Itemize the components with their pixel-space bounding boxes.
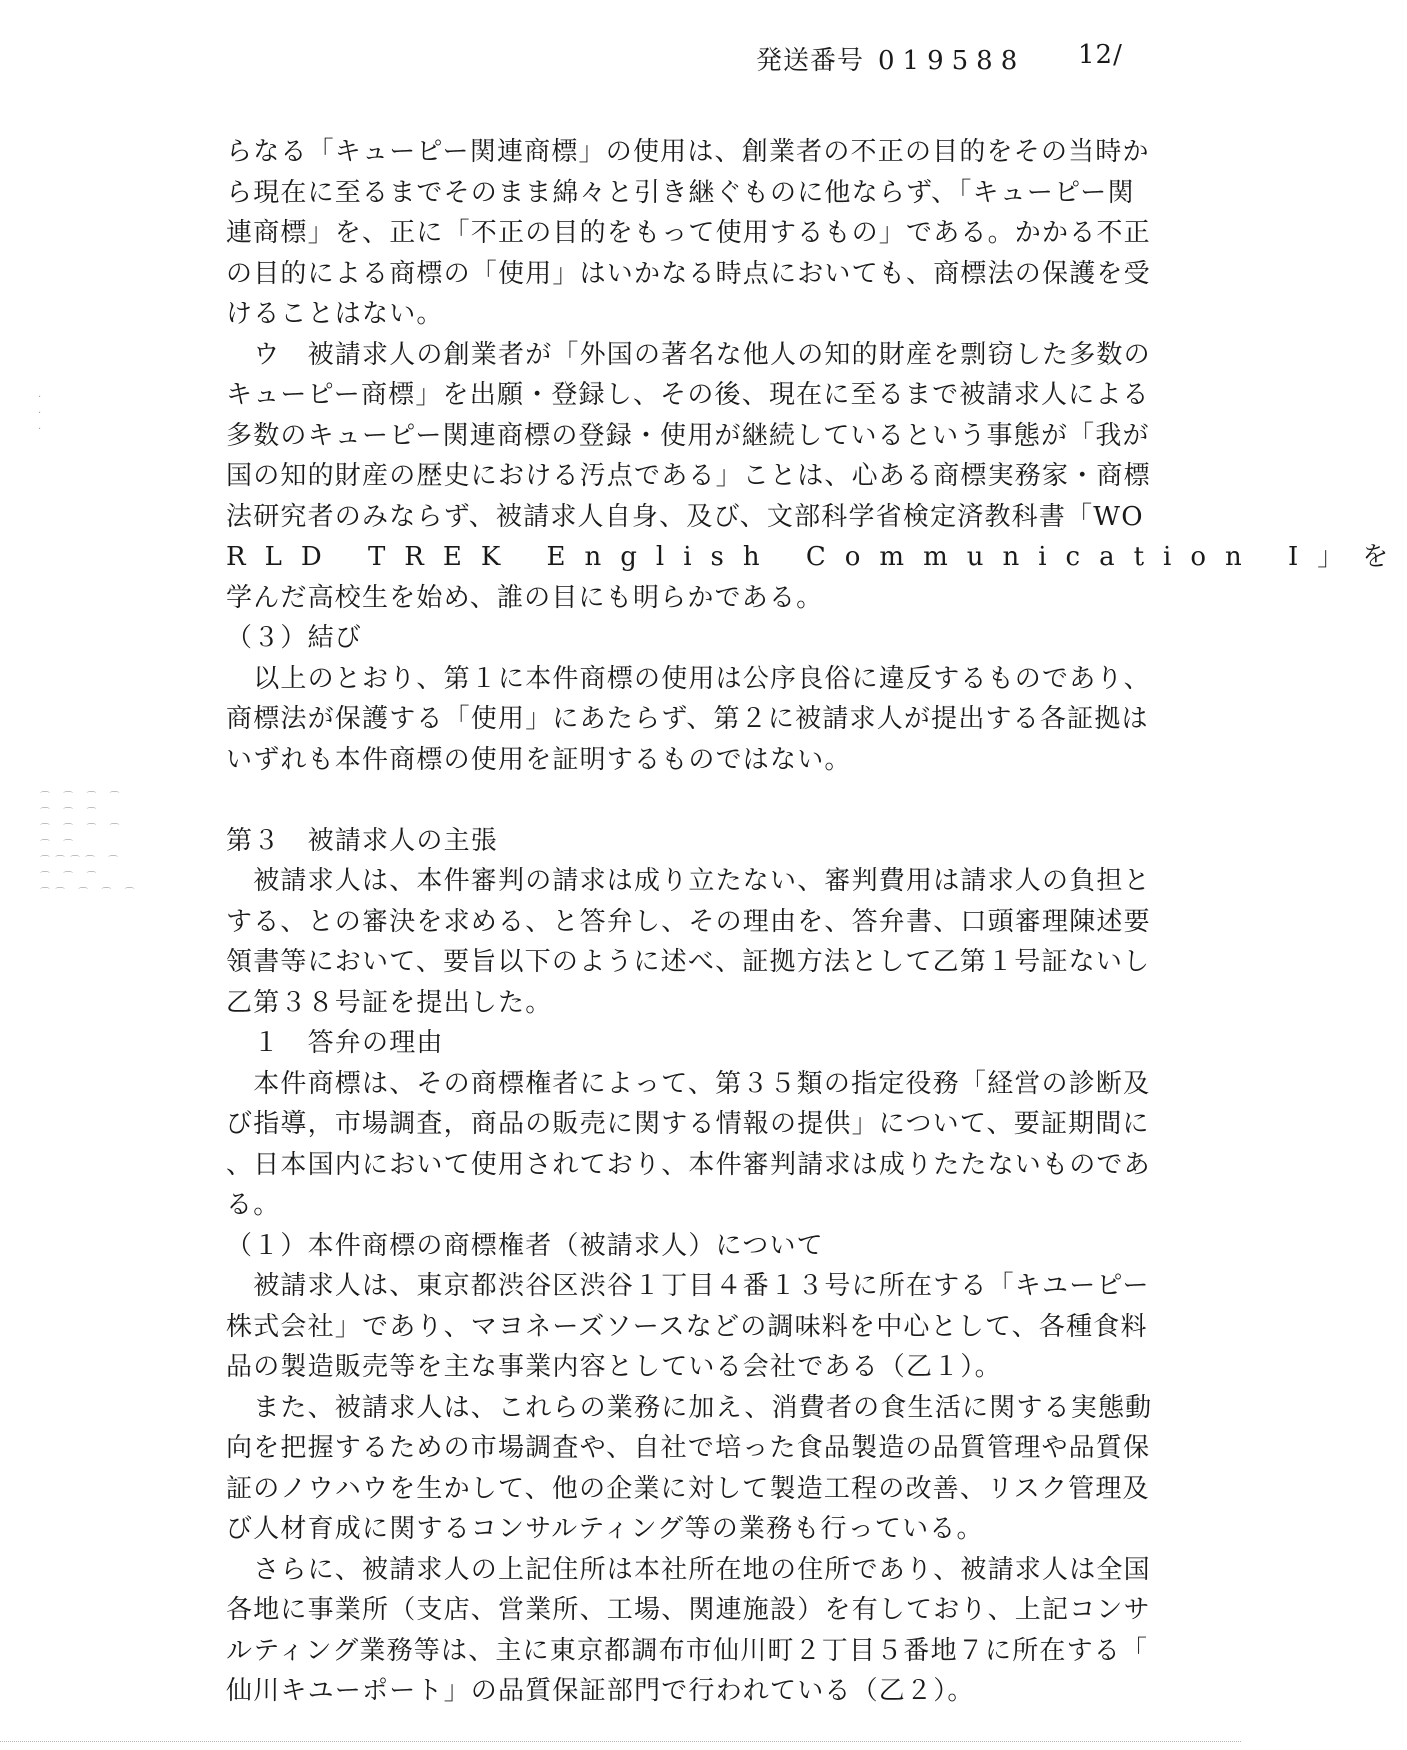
text-line: ルティング業務等は、主に東京都調布市仙川町２丁目５番地７に所在する「: [226, 1635, 1149, 1666]
text-line: 多数のキューピー関連商標の登録・使用が継続しているという事態が「我が: [226, 420, 1150, 451]
text-line: また、被請求人は、これらの業務に加え、消費者の食生活に関する実態動: [226, 1392, 1153, 1423]
text-line: ら現在に至るまでそのまま綿々と引き継ぐものに他ならず、「キューピー関: [226, 177, 1135, 208]
section-heading: （３）結び: [226, 623, 363, 653]
text-line: 各地に事業所（支店、営業所、工場、関連施設）を有しており、上記コンサ: [226, 1595, 1151, 1625]
text-line: RLD TREK English Communication I」を: [226, 542, 1407, 572]
text-line: 被請求人は、東京都渋谷区渋谷１丁目４番１３号に所在する「キユーピー: [226, 1271, 1150, 1301]
text-line: 証のノウハウを生かして、他の企業に対して製造工程の改善、リスク管理及: [226, 1473, 1150, 1504]
text-line: 連商標」を、正に「不正の目的をもって使用するもの」である。かかる不正: [226, 218, 1151, 248]
text-line: さらに、被請求人の上記住所は本社所在地の住所であり、被請求人は全国: [226, 1554, 1151, 1585]
scan-noise-mark: · · ·: [38, 392, 47, 435]
text-line: 仙川キユーポート」の品質保証部門で行われている（乙２）。: [226, 1676, 975, 1706]
text-line: 乙第３８号証を提出した。: [226, 987, 553, 1018]
text-line: 法研究者のみならず、被請求人自身、及び、文部科学省検定済教科書「WO: [226, 501, 1144, 532]
text-line: 国の知的財産の歴史における汚点である」ことは、心ある商標実務家・商標: [226, 461, 1151, 491]
page-header: [0, 40, 1241, 80]
text-line: 向を把握するための市場調査や、自社で培った食品製造の品質管理や品質保: [226, 1433, 1151, 1463]
text-line: 、日本国内において使用されており、本件審判請求は成りたたないものであ: [226, 1149, 1151, 1180]
section-heading: （１）本件商標の商標権者（被請求人）について: [226, 1230, 824, 1261]
text-line: 本件商標は、その商標権者によって、第３５類の指定役務「経営の診断及: [226, 1068, 1151, 1099]
text-line: び指導，市場調査，商品の販売に関する情報の提供」について、要証期間に: [226, 1109, 1150, 1139]
bottom-dotted-rule: [0, 1741, 1241, 1742]
dispatch-number-value: 019588: [878, 46, 1026, 76]
text-line: キューピー商標」を出願・登録し、その後、現在に至るまで被請求人による: [226, 380, 1150, 410]
text-line: 以上のとおり、第１に本件商標の使用は公序良俗に違反するものであり、: [226, 663, 1151, 694]
page-number: 12/: [1078, 40, 1123, 70]
text-line: 学んだ高校生を始め、誰の目にも明らかである。: [226, 582, 824, 613]
text-line: 領書等において、要旨以下のように述べ、証拠方法として乙第１号証ないし: [226, 947, 1151, 977]
dispatch-number: [756, 40, 1025, 77]
section-heading: １ 答弁の理由: [226, 1028, 444, 1058]
text-line: び人材育成に関するコンサルティング等の業務も行っている。: [226, 1514, 984, 1544]
text-line: の目的による商標の「使用」はいかなる時点においても、商標法の保護を受: [226, 258, 1151, 289]
text-line: 被請求人は、本件審判の請求は成り立たない、審判費用は請求人の負担と: [226, 866, 1151, 896]
scan-noise-mark: ⌒ ⌒ ⌒ ⌒ ⌒ ⌒ ⌒ ⌒ ⌒ ⌒ ⌒ ⌒ ⌒ ⌒⌒⌒⌒ ⌒ ⌒ ⌒ ⌒ ⌒⌒ ⌒ ⌒ ⌒: [40, 792, 140, 899]
text-line: けることはない。: [226, 299, 444, 329]
blank-line: [226, 780, 1086, 821]
text-line: 品の製造販売等を主な事業内容としている会社である（乙１）。: [226, 1352, 1002, 1382]
text-line: 株式会社」であり、マヨネーズソースなどの調味料を中心として、各種食料: [226, 1311, 1148, 1342]
text-line: らなる「キューピー関連商標」の使用は、創業者の不正の目的をその当時か: [226, 137, 1150, 167]
text-line: する、との審決を求める、と答弁し、その理由を、答弁書、口頭審理陳述要: [226, 906, 1151, 937]
dispatch-label: 発送番号: [756, 46, 865, 76]
text-line: 商標法が保護する「使用」にあたらず、第２に被請求人が提出する各証拠は: [226, 704, 1149, 734]
text-line: いずれも本件商標の使用を証明するものではない。: [226, 744, 852, 775]
document-body: [226, 132, 1407, 1712]
section-heading: 第３ 被請求人の主張: [226, 825, 499, 856]
text-line: る。: [226, 1190, 281, 1220]
text-line: ウ 被請求人の創業者が「外国の著名な他人の知的財産を剽窃した多数の: [226, 339, 1151, 370]
